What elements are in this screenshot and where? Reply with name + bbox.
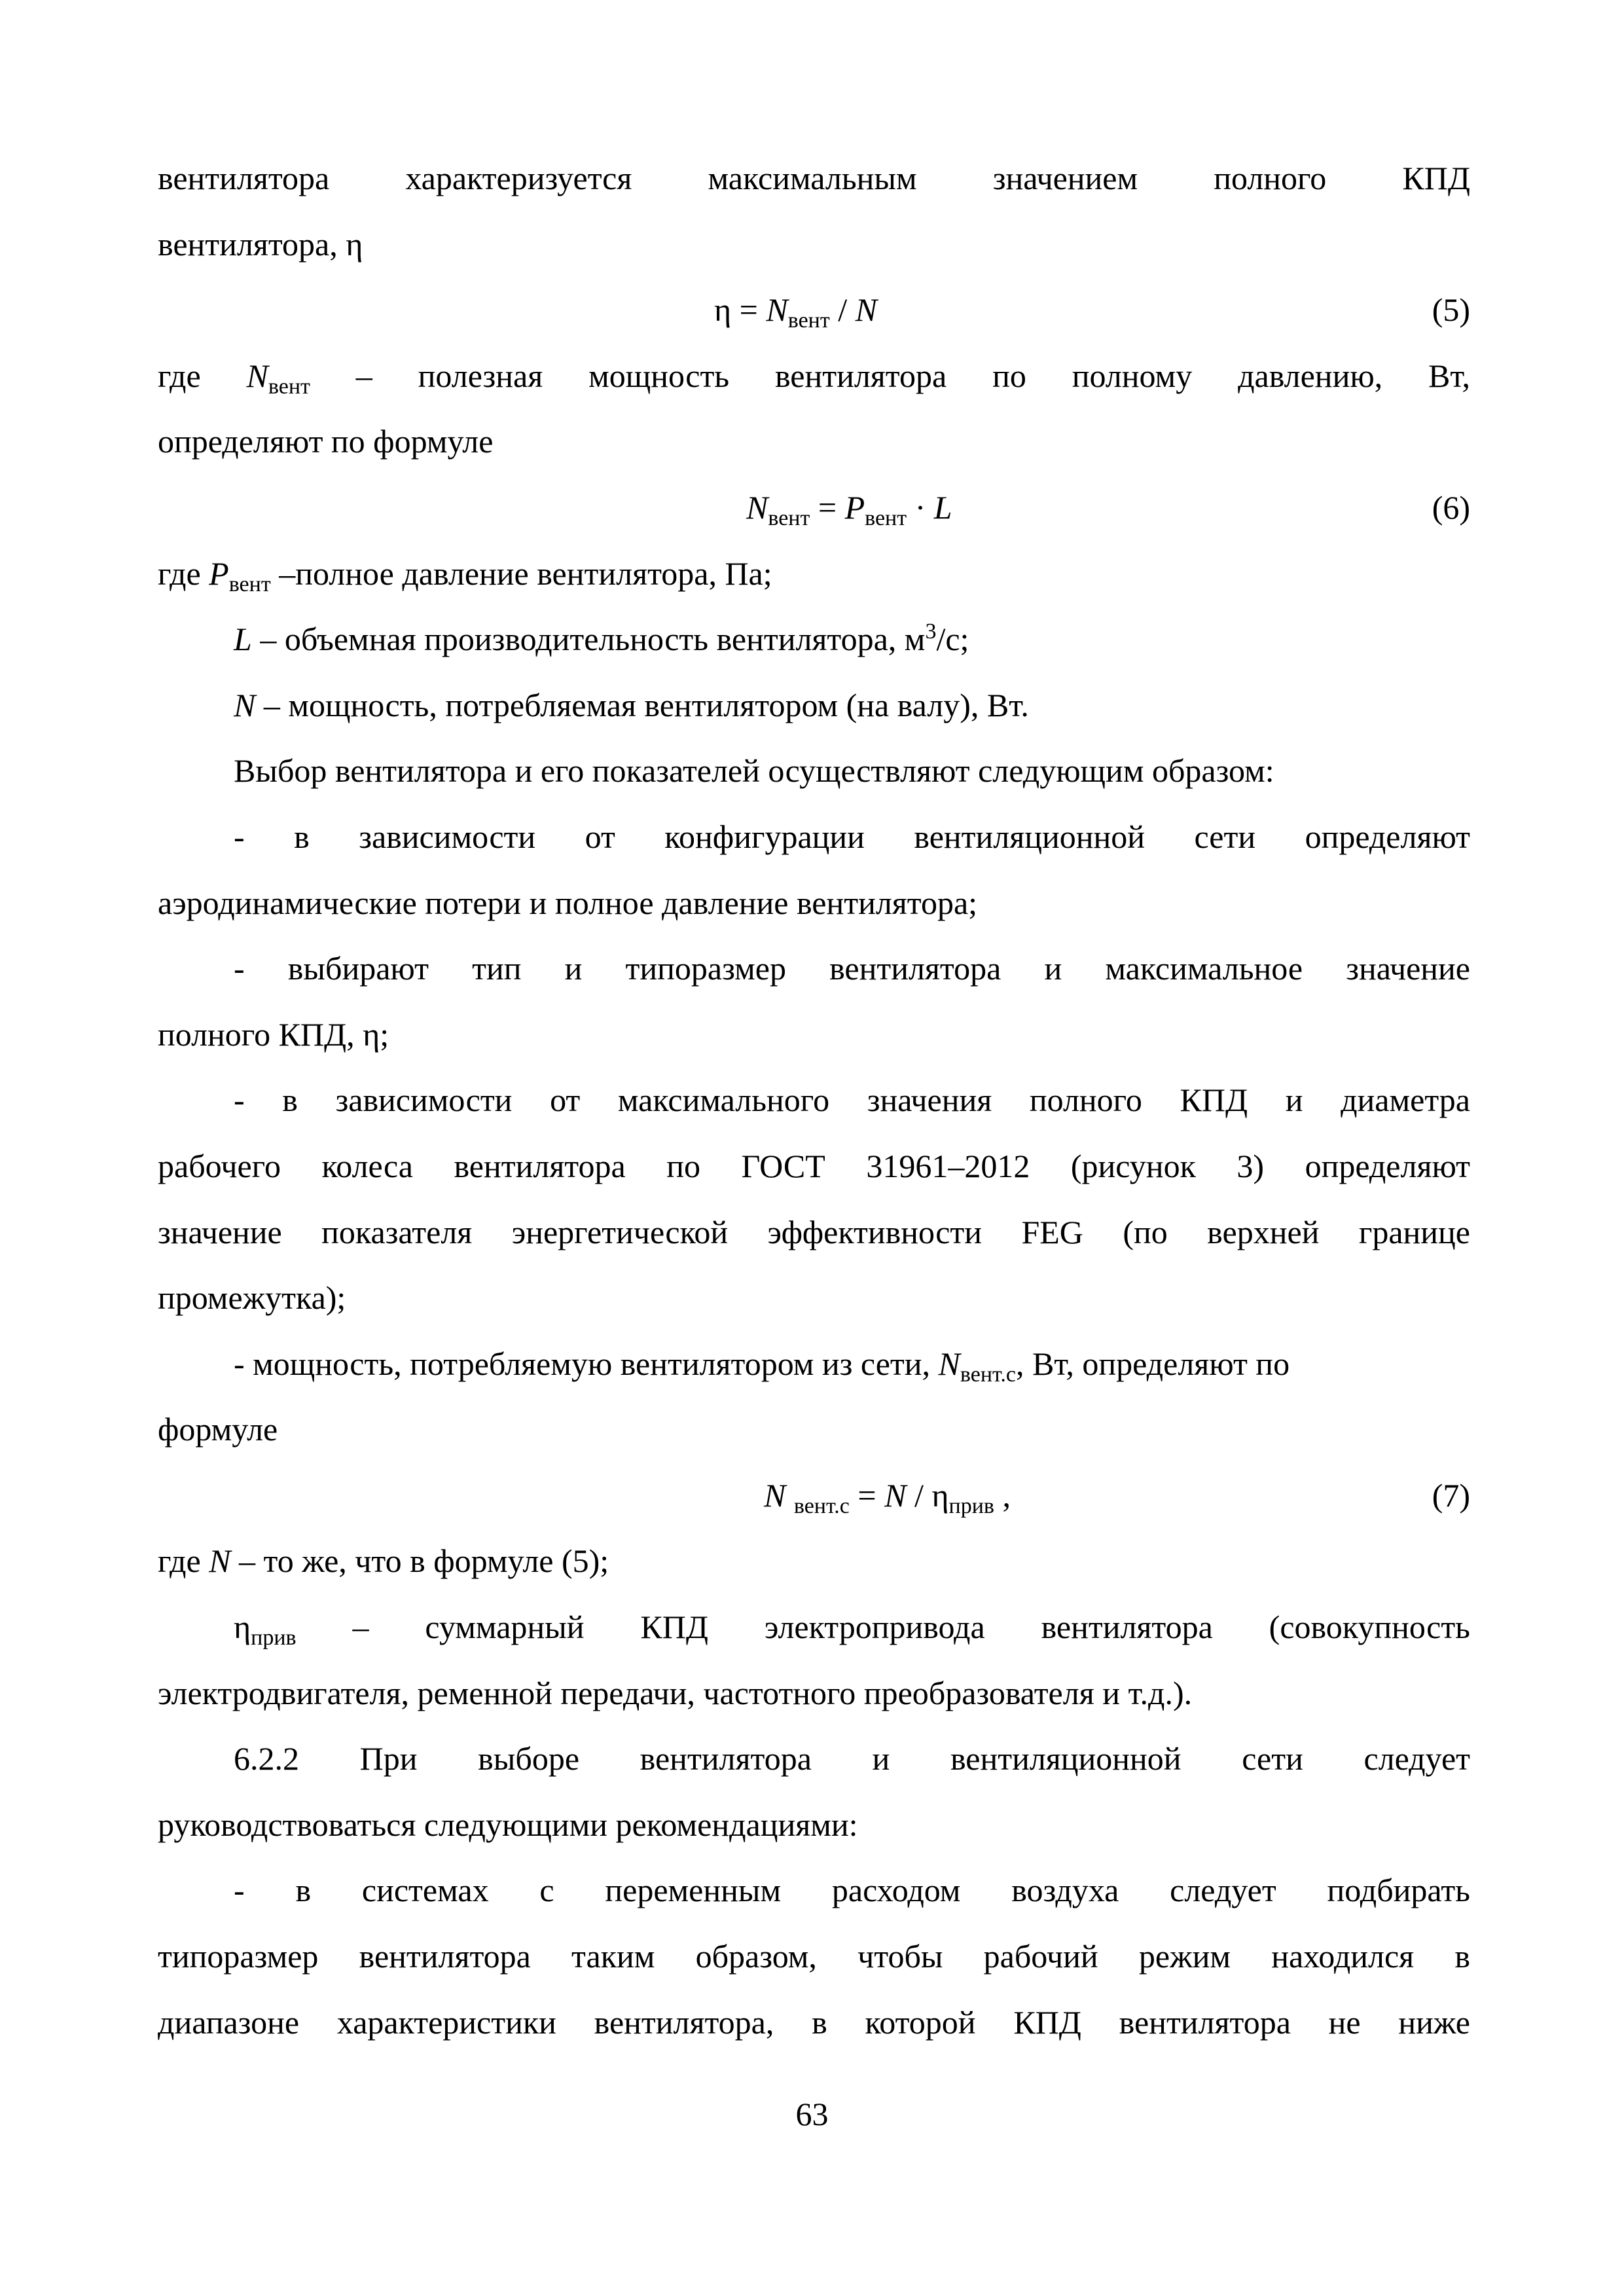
text-line: Выбор вентилятора и его показателей осуществляют следующим образом:: [234, 752, 1274, 790]
text-line: [158, 672, 1470, 738]
var-n: N: [746, 488, 768, 526]
text-line: определяют по формуле: [158, 423, 494, 460]
formula-5: [158, 277, 1470, 343]
text: – полезная мощность вентилятора по полному давлению, Вт,: [310, 357, 1470, 394]
subscript: прив: [948, 1493, 994, 1518]
text: /с;: [936, 621, 969, 658]
text-line: - выбирают тип и типоразмер вентилятора и максимальное значение: [234, 950, 1470, 987]
text-line: [158, 1528, 1470, 1594]
text-line: вентилятора, η: [158, 225, 363, 263]
formula-number: (5): [1432, 291, 1470, 329]
dot: ·: [907, 488, 934, 526]
text-line: руководствоваться следующими рекомендациями:: [158, 1806, 858, 1843]
equals: =: [810, 488, 845, 526]
text: где: [158, 357, 247, 394]
text: где: [158, 1542, 209, 1580]
text: –полное давление вентилятора, Па;: [270, 555, 772, 592]
formula-7: [158, 1463, 1470, 1529]
equals: =: [731, 291, 767, 329]
text-line: значение показателя энергетической эффективности FEG (по верхней границе: [158, 1213, 1470, 1250]
formula-number: (7): [1432, 1476, 1470, 1514]
text: - мощность, потребляемую вентилятором из сети,: [234, 1345, 939, 1382]
subscript: вент: [768, 505, 810, 530]
equals: =: [849, 1476, 885, 1514]
subscript: вент: [865, 505, 907, 530]
text-line: - в зависимости от максимального значения полного КПД и диаметра: [234, 1082, 1470, 1119]
var-p: P: [844, 488, 865, 526]
text-line: диапазоне характеристики вентилятора, в которой КПД вентилятора не ниже: [158, 2003, 1470, 2041]
var-n: N: [234, 686, 256, 723]
text-line: [158, 1594, 1470, 1660]
subscript: вент.с: [960, 1362, 1016, 1387]
text-line: аэродинамические потери и полное давление вентилятора;: [158, 884, 978, 921]
comma: ,: [994, 1476, 1011, 1514]
var-l: L: [234, 621, 252, 658]
var-n: N: [764, 1476, 786, 1514]
text-line: полного КПД, η;: [158, 1015, 389, 1053]
text-line: [158, 1331, 1470, 1397]
var-l: L: [933, 488, 952, 526]
var-n: N: [246, 357, 268, 394]
text: – суммарный КПД электропривода вентилятора (совокупность: [296, 1609, 1470, 1646]
text-line: электродвигателя, ременной передачи, частотного преобразователя и т.д.).: [158, 1674, 1193, 1711]
subscript: вент: [268, 374, 310, 399]
text-line: формуле: [158, 1411, 278, 1448]
text-line: [158, 606, 1470, 672]
text-line: типоразмер вентилятора таким образом, чтобы рабочий режим находился в: [158, 1938, 1470, 1975]
var-n: N: [938, 1345, 960, 1382]
eta-symbol: η: [714, 291, 732, 329]
text: , Вт, определяют по: [1015, 1345, 1290, 1382]
eta-symbol: η: [931, 1476, 949, 1514]
text-line: вентилятора характеризуется максимальным значением полного КПД: [158, 160, 1470, 196]
formula-6: [158, 475, 1470, 541]
subscript: вент: [228, 572, 271, 596]
text-line: [158, 343, 1470, 409]
text-line: - в зависимости от конфигурации вентиляционной сети определяют: [234, 818, 1470, 855]
text-line: - в системах с переменным расходом воздуха следует подбирать: [234, 1872, 1470, 1909]
formula-number: (6): [1432, 488, 1470, 526]
var-p: P: [209, 555, 229, 592]
var-n: N: [855, 291, 877, 329]
subscript: вент.с: [793, 1493, 850, 1518]
text-line: рабочего колеса вентилятора по ГОСТ 31961–2012 (рисунок 3) определяют: [158, 1147, 1470, 1184]
slash: /: [829, 291, 856, 329]
page-number: 63: [795, 2096, 829, 2132]
text-line: [158, 541, 1470, 607]
text-line: промежутка);: [158, 1279, 346, 1317]
var-n: N: [766, 291, 788, 329]
var-n: N: [209, 1542, 231, 1580]
slash: /: [906, 1476, 932, 1514]
superscript: 3: [925, 619, 937, 644]
text: – то же, что в формуле (5);: [230, 1542, 609, 1580]
subscript: прив: [251, 1626, 297, 1650]
text: где: [158, 555, 209, 592]
subscript: вент: [787, 308, 830, 333]
eta-symbol: η: [234, 1609, 251, 1646]
page-body: [158, 145, 1470, 2055]
text: – мощность, потребляемая вентилятором (на валу), Вт.: [255, 686, 1029, 723]
text: – объемная производительность вентилятора, м: [251, 621, 926, 658]
text-line: 6.2.2 При выборе вентилятора и вентиляционной сети следует: [234, 1740, 1470, 1777]
var-n: N: [884, 1476, 907, 1514]
